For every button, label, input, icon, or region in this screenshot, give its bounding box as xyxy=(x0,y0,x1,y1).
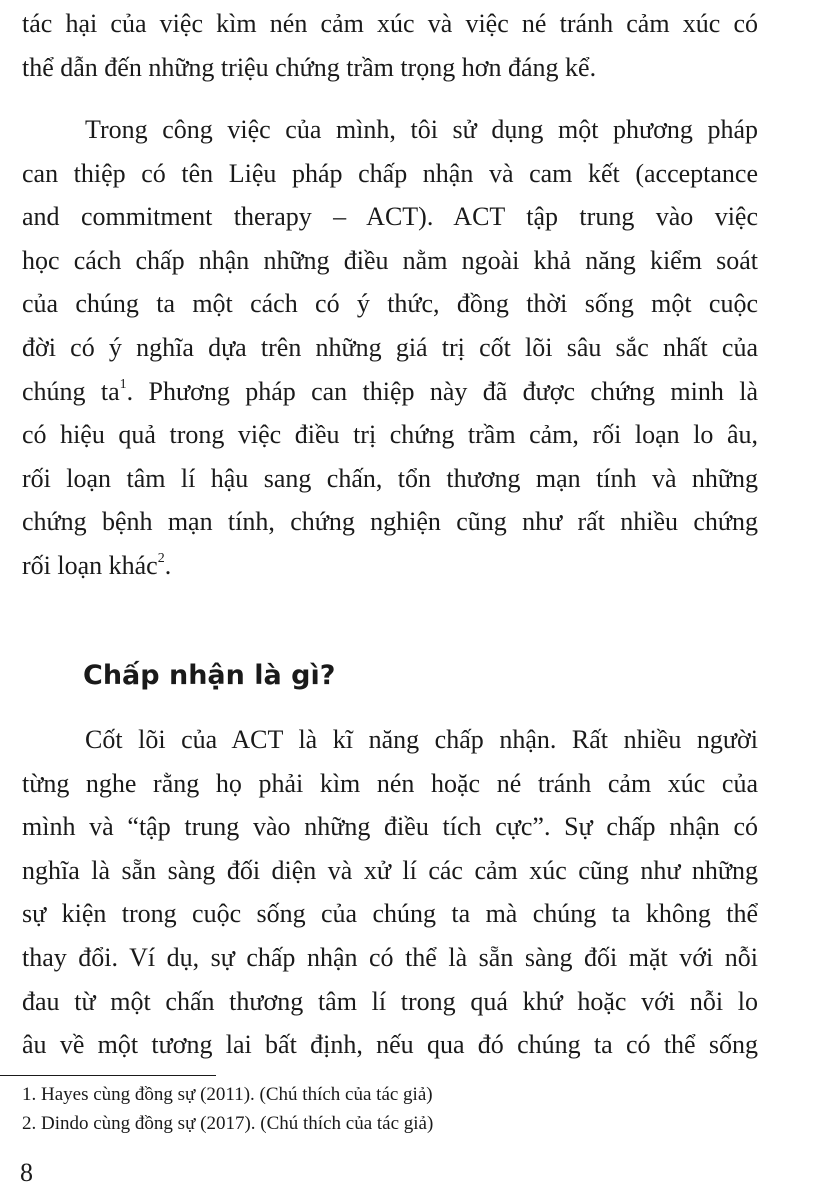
footnote-1: 1. Hayes cùng đồng sự (2011). (Chú thích của tác giả) xyxy=(22,1084,433,1105)
footnote-divider xyxy=(0,1075,216,1076)
text-line: đời có ý nghĩa dựa trên những giá trị cốt lõi sâu sắc nhất của xyxy=(22,332,758,362)
footnote-ref-1: 1 xyxy=(119,376,127,392)
text-line: can thiệp có tên Liệu pháp chấp nhận và cam kết (acceptance xyxy=(22,158,758,188)
text-line: Cốt lõi của ACT là kĩ năng chấp nhận. Rất nhiều người xyxy=(85,725,758,754)
text-fragment: chúng ta xyxy=(22,376,120,406)
text-line: của chúng ta một cách có ý thức, đồng thời sống một cuộc xyxy=(22,289,758,319)
section-heading: Chấp nhận là gì? xyxy=(83,660,336,691)
text-line: học cách chấp nhận những điều nằm ngoài khả năng kiểm soát xyxy=(22,245,758,275)
footnote-ref-2: 2 xyxy=(157,551,165,567)
text-fragment: . Phương pháp can thiệp này đã được chứng minh là xyxy=(126,376,758,406)
text-line: thay đổi. Ví dụ, sự chấp nhận có thể là sẵn sàng đối mặt với nỗi xyxy=(22,942,758,972)
paragraph-intro-end xyxy=(22,2,758,89)
text-fragment: rối loạn khác xyxy=(22,550,158,580)
text-line: Trong công việc của mình, tôi sử dụng một phương pháp xyxy=(85,115,758,144)
text-line: từng nghe rằng họ phải kìm nén hoặc né tránh cảm xúc của xyxy=(22,768,758,798)
text-line: nghĩa là sẵn sàng đối diện và xử lí các cảm xúc cũng như những xyxy=(22,855,758,885)
text-line xyxy=(22,544,758,588)
footnotes xyxy=(22,1080,782,1138)
text-line: âu về một tương lai bất định, nếu qua đó chúng ta có thể sống xyxy=(22,1030,758,1060)
footnote-2: 2. Dindo cùng đồng sự (2017). (Chú thích của tác giả) xyxy=(22,1113,434,1134)
text-line xyxy=(22,370,758,414)
text-line: mình và “tập trung vào những điều tích cực”. Sự chấp nhận có xyxy=(22,812,758,842)
text-fragment: . xyxy=(164,550,172,580)
paragraph-act xyxy=(22,108,758,588)
page-number: 8 xyxy=(20,1158,33,1187)
text-line: rối loạn tâm lí hậu sang chấn, tổn thương mạn tính và những xyxy=(22,463,758,493)
text-line: tác hại của việc kìm nén cảm xúc và việc né tránh cảm xúc có xyxy=(22,9,758,38)
text-line: thể dẫn đến những triệu chứng trầm trọng hơn đáng kể. xyxy=(22,52,597,82)
paragraph-acceptance xyxy=(22,718,758,1067)
text-line: đau từ một chấn thương tâm lí trong quá khứ hoặc với nỗi lo xyxy=(22,986,758,1016)
text-line: chứng bệnh mạn tính, chứng nghiện cũng như rất nhiều chứng xyxy=(22,507,758,537)
text-line: có hiệu quả trong việc điều trị chứng trầm cảm, rối loạn lo âu, xyxy=(22,420,758,450)
text-line: sự kiện trong cuộc sống của chúng ta mà chúng ta không thể xyxy=(22,899,758,929)
text-line: and commitment therapy – ACT). ACT tập trung vào việc xyxy=(22,202,758,232)
